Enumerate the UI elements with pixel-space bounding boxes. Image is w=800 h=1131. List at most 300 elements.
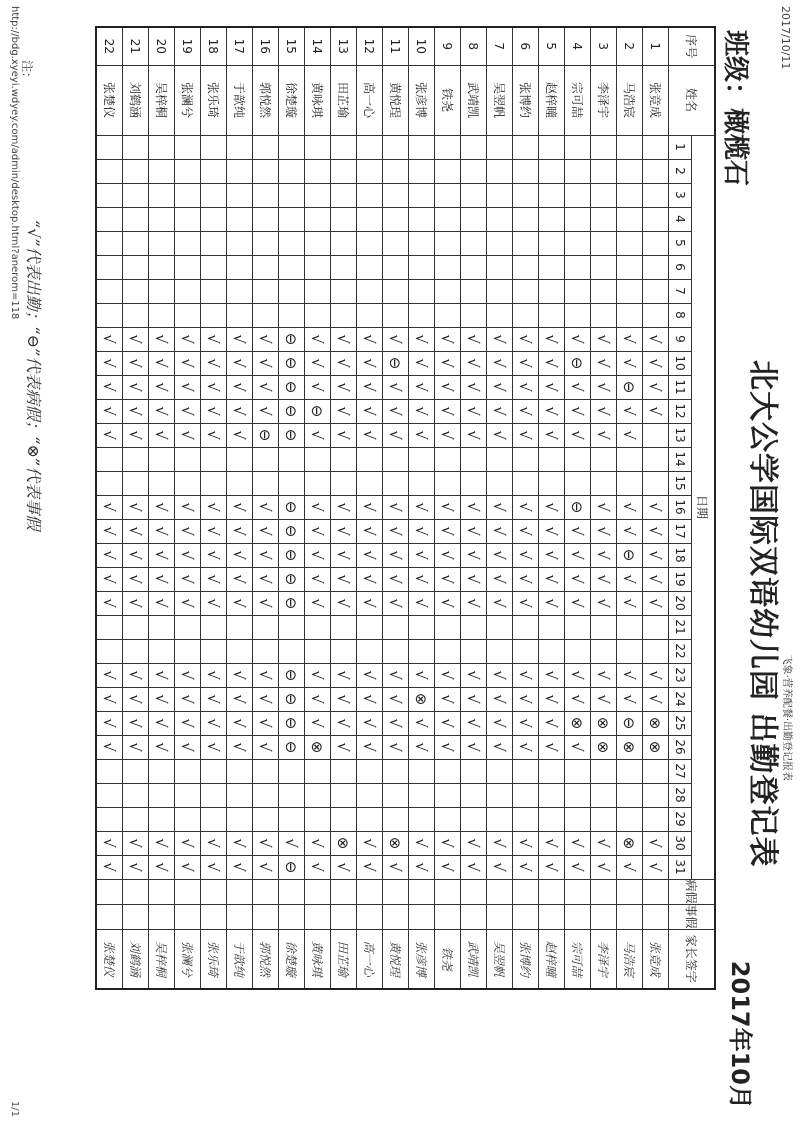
attendance-cell — [253, 375, 279, 399]
signature-text: 黄悦珵 — [388, 940, 402, 977]
present-mark: √ — [334, 694, 353, 704]
attendance-cell — [461, 375, 487, 399]
attendance-cell — [643, 543, 669, 567]
present-mark: √ — [334, 334, 353, 344]
attendance-cell — [175, 135, 201, 159]
sick-leave-mark: ⊖ — [282, 860, 301, 874]
attendance-cell — [201, 639, 227, 663]
student-name: 张竞成 — [643, 65, 669, 135]
attendance-cell — [149, 399, 175, 423]
attendance-cell — [96, 471, 123, 495]
attendance-cell — [305, 399, 331, 423]
attendance-cell — [643, 279, 669, 303]
attendance-cell — [253, 423, 279, 447]
attendance-cell — [643, 639, 669, 663]
attendance-cell — [513, 663, 539, 687]
attendance-cell — [409, 855, 435, 879]
attendance-cell — [591, 135, 617, 159]
attendance-cell — [487, 423, 513, 447]
signature-text: 张彦博 — [414, 940, 428, 977]
attendance-cell — [175, 351, 201, 375]
present-mark: √ — [178, 670, 197, 680]
attendance-cell — [279, 303, 305, 327]
attendance-cell — [409, 255, 435, 279]
present-mark: √ — [100, 502, 119, 512]
student-number: 3 — [591, 27, 617, 65]
attendance-cell — [461, 183, 487, 207]
present-mark: √ — [334, 406, 353, 416]
student-number: 15 — [279, 27, 305, 65]
present-mark: √ — [308, 430, 327, 440]
attendance-cell — [201, 471, 227, 495]
attendance-cell — [591, 351, 617, 375]
parent-signature — [513, 929, 539, 989]
attendance-cell — [149, 519, 175, 543]
attendance-cell — [96, 327, 123, 351]
present-mark: √ — [464, 670, 483, 680]
present-mark: √ — [620, 862, 639, 872]
attendance-cell — [123, 495, 149, 519]
attendance-cell — [305, 783, 331, 807]
present-mark: √ — [152, 550, 171, 560]
sick-leave-count — [149, 879, 175, 904]
present-mark: √ — [412, 598, 431, 608]
present-mark: √ — [100, 718, 119, 728]
attendance-cell — [305, 135, 331, 159]
attendance-cell — [305, 375, 331, 399]
sick-leave-count — [617, 879, 643, 904]
present-mark: √ — [204, 550, 223, 560]
attendance-cell — [565, 279, 591, 303]
class-label: 班级：橄榄石 — [720, 30, 750, 187]
attendance-cell — [305, 159, 331, 183]
attendance-cell — [565, 687, 591, 711]
attendance-cell — [409, 159, 435, 183]
attendance-cell — [565, 783, 591, 807]
attendance-cell — [253, 255, 279, 279]
present-mark: √ — [516, 526, 535, 536]
attendance-cell — [591, 279, 617, 303]
attendance-cell — [617, 591, 643, 615]
present-mark: √ — [256, 742, 275, 752]
attendance-cell — [383, 399, 409, 423]
attendance-cell — [539, 711, 565, 735]
attendance-cell — [513, 711, 539, 735]
present-mark: √ — [490, 598, 509, 608]
attendance-cell — [279, 591, 305, 615]
present-mark: √ — [308, 862, 327, 872]
attendance-cell — [149, 639, 175, 663]
present-mark: √ — [464, 550, 483, 560]
attendance-cell — [539, 327, 565, 351]
personal-leave-mark: ⊗ — [308, 740, 327, 754]
signature-text: 黄咏琪 — [310, 940, 324, 977]
attendance-cell — [591, 231, 617, 255]
attendance-cell — [175, 495, 201, 519]
attendance-cell — [96, 567, 123, 591]
present-mark: √ — [594, 406, 613, 416]
present-mark: √ — [516, 670, 535, 680]
present-mark: √ — [542, 718, 561, 728]
parent-signature — [539, 929, 565, 989]
present-mark: √ — [490, 430, 509, 440]
attendance-cell — [487, 567, 513, 591]
attendance-cell — [539, 519, 565, 543]
attendance-cell — [305, 567, 331, 591]
attendance-cell — [123, 447, 149, 471]
present-mark: √ — [490, 502, 509, 512]
header-day: 27 — [669, 759, 692, 783]
present-mark: √ — [594, 550, 613, 560]
attendance-cell — [539, 495, 565, 519]
attendance-cell — [305, 495, 331, 519]
attendance-cell — [96, 399, 123, 423]
attendance-cell — [149, 591, 175, 615]
attendance-cell — [617, 735, 643, 759]
attendance-cell — [591, 735, 617, 759]
attendance-cell — [96, 855, 123, 879]
present-mark: √ — [516, 358, 535, 368]
student-name: 吴翌帆 — [487, 65, 513, 135]
attendance-cell — [357, 687, 383, 711]
present-mark: √ — [334, 862, 353, 872]
student-name: 宗可喆 — [565, 65, 591, 135]
present-mark: √ — [412, 742, 431, 752]
attendance-cell — [227, 495, 253, 519]
attendance-cell — [279, 711, 305, 735]
attendance-cell — [305, 711, 331, 735]
present-mark: √ — [360, 598, 379, 608]
present-mark: √ — [386, 526, 405, 536]
student-name: 黄悦珵 — [383, 65, 409, 135]
present-mark: √ — [256, 598, 275, 608]
attendance-cell — [591, 615, 617, 639]
attendance-cell — [279, 807, 305, 831]
attendance-cell — [591, 639, 617, 663]
student-name: 张博约 — [513, 65, 539, 135]
attendance-cell — [461, 279, 487, 303]
present-mark: √ — [464, 334, 483, 344]
present-mark: √ — [386, 334, 405, 344]
sick-leave-count — [227, 879, 253, 904]
present-mark: √ — [308, 382, 327, 392]
attendance-cell — [253, 663, 279, 687]
attendance-cell — [96, 207, 123, 231]
attendance-cell — [201, 423, 227, 447]
student-name: 郭悦然 — [253, 65, 279, 135]
attendance-cell — [123, 807, 149, 831]
attendance-cell — [279, 183, 305, 207]
attendance-cell — [357, 207, 383, 231]
table-row — [123, 27, 149, 989]
present-mark: √ — [620, 694, 639, 704]
student-number: 10 — [409, 27, 435, 65]
present-mark: √ — [100, 862, 119, 872]
present-mark: √ — [100, 742, 119, 752]
attendance-cell — [383, 759, 409, 783]
signature-text: 吴梓桐 — [154, 940, 168, 977]
header-day: 3 — [669, 183, 692, 207]
table-row — [617, 27, 643, 989]
present-mark: √ — [646, 358, 665, 368]
present-mark: √ — [152, 838, 171, 848]
personal-leave-count — [149, 904, 175, 929]
attendance-cell — [96, 519, 123, 543]
present-mark: √ — [126, 598, 145, 608]
attendance-cell — [96, 495, 123, 519]
present-mark: √ — [464, 862, 483, 872]
attendance-cell — [383, 591, 409, 615]
personal-leave-mark: ⊗ — [386, 836, 405, 850]
signature-text: 宗可喆 — [570, 940, 584, 977]
attendance-cell — [253, 399, 279, 423]
attendance-cell — [617, 543, 643, 567]
present-mark: √ — [256, 574, 275, 584]
present-mark: √ — [334, 670, 353, 680]
present-mark: √ — [100, 382, 119, 392]
attendance-cell — [617, 711, 643, 735]
signature-text: 张楚仪 — [102, 940, 116, 977]
attendance-cell — [279, 495, 305, 519]
sick-leave-mark: ⊖ — [282, 572, 301, 586]
present-mark: √ — [438, 838, 457, 848]
present-mark: √ — [126, 550, 145, 560]
present-mark: √ — [542, 742, 561, 752]
header-signature: 家长签字 — [669, 929, 716, 989]
header-day: 26 — [669, 735, 692, 759]
attendance-cell — [201, 279, 227, 303]
attendance-cell — [617, 399, 643, 423]
attendance-cell — [435, 519, 461, 543]
present-mark: √ — [256, 550, 275, 560]
attendance-cell — [357, 495, 383, 519]
present-mark: √ — [386, 550, 405, 560]
page-number: 1/1 — [9, 1100, 20, 1117]
attendance-cell — [409, 495, 435, 519]
header-day: 12 — [669, 399, 692, 423]
attendance-cell — [643, 591, 669, 615]
present-mark: √ — [412, 358, 431, 368]
personal-leave-count — [617, 904, 643, 929]
sick-leave-mark: ⊖ — [282, 332, 301, 346]
attendance-cell — [253, 495, 279, 519]
attendance-cell — [409, 471, 435, 495]
header-num: 序号 — [669, 27, 716, 65]
present-mark: √ — [308, 574, 327, 584]
present-mark: √ — [516, 838, 535, 848]
attendance-cell — [383, 543, 409, 567]
present-mark: √ — [256, 862, 275, 872]
present-mark: √ — [204, 742, 223, 752]
attendance-cell — [643, 687, 669, 711]
present-mark: √ — [230, 502, 249, 512]
attendance-cell — [539, 759, 565, 783]
attendance-cell — [591, 207, 617, 231]
present-mark: √ — [152, 862, 171, 872]
present-mark: √ — [178, 382, 197, 392]
attendance-cell — [357, 519, 383, 543]
attendance-cell — [357, 663, 383, 687]
present-mark: √ — [490, 358, 509, 368]
attendance-cell — [279, 159, 305, 183]
attendance-cell — [487, 279, 513, 303]
present-mark: √ — [490, 694, 509, 704]
table-row — [331, 27, 357, 989]
attendance-cell — [175, 543, 201, 567]
table-header — [669, 27, 716, 989]
attendance-cell — [565, 735, 591, 759]
attendance-cell — [461, 591, 487, 615]
parent-signature — [123, 929, 149, 989]
signature-text: 张竞成 — [648, 940, 662, 977]
attendance-cell — [487, 591, 513, 615]
present-mark: √ — [516, 598, 535, 608]
attendance-cell — [513, 783, 539, 807]
attendance-cell — [643, 519, 669, 543]
present-mark: √ — [516, 406, 535, 416]
attendance-cell — [435, 687, 461, 711]
attendance-cell — [435, 303, 461, 327]
personal-leave-mark: ⊗ — [646, 716, 665, 730]
attendance-cell — [565, 423, 591, 447]
present-mark: √ — [438, 718, 457, 728]
present-mark: √ — [152, 334, 171, 344]
attendance-cell — [617, 375, 643, 399]
sick-leave-count — [279, 879, 305, 904]
attendance-cell — [643, 567, 669, 591]
present-mark: √ — [204, 526, 223, 536]
header-sick-leave: 病假 — [669, 879, 716, 904]
header-day: 7 — [669, 279, 692, 303]
attendance-cell — [487, 375, 513, 399]
attendance-cell — [96, 639, 123, 663]
attendance-cell — [409, 591, 435, 615]
present-mark: √ — [438, 382, 457, 392]
attendance-cell — [539, 639, 565, 663]
present-mark: √ — [308, 358, 327, 368]
present-mark: √ — [646, 334, 665, 344]
attendance-cell — [305, 831, 331, 855]
attendance-cell — [227, 759, 253, 783]
parent-signature — [201, 929, 227, 989]
header-day: 18 — [669, 543, 692, 567]
signature-text: 吴翌帆 — [492, 940, 506, 977]
personal-leave-count — [357, 904, 383, 929]
attendance-cell — [565, 255, 591, 279]
attendance-cell — [539, 831, 565, 855]
attendance-cell — [201, 519, 227, 543]
attendance-cell — [123, 759, 149, 783]
table-row — [487, 27, 513, 989]
attendance-cell — [383, 663, 409, 687]
attendance-cell — [357, 711, 383, 735]
header-day: 9 — [669, 327, 692, 351]
attendance-cell — [331, 735, 357, 759]
table-body — [96, 27, 669, 989]
attendance-cell — [175, 255, 201, 279]
student-number: 21 — [123, 27, 149, 65]
attendance-cell — [643, 231, 669, 255]
attendance-cell — [253, 735, 279, 759]
attendance-cell — [227, 375, 253, 399]
attendance-cell — [565, 615, 591, 639]
parent-signature — [96, 929, 123, 989]
signature-text: 郭悦然 — [258, 940, 272, 977]
personal-leave-count — [253, 904, 279, 929]
header-day: 21 — [669, 615, 692, 639]
attendance-cell — [591, 783, 617, 807]
attendance-cell — [227, 567, 253, 591]
present-mark: √ — [490, 718, 509, 728]
attendance-cell — [435, 423, 461, 447]
attendance-cell — [305, 447, 331, 471]
attendance-cell — [331, 807, 357, 831]
sick-leave-count — [96, 879, 123, 904]
sick-leave-mark: ⊖ — [282, 716, 301, 730]
attendance-cell — [591, 327, 617, 351]
attendance-cell — [513, 255, 539, 279]
attendance-cell — [409, 231, 435, 255]
attendance-cell — [487, 471, 513, 495]
attendance-cell — [357, 135, 383, 159]
attendance-cell — [539, 663, 565, 687]
table-row — [591, 27, 617, 989]
attendance-cell — [383, 303, 409, 327]
sick-leave-mark: ⊖ — [620, 548, 639, 562]
attendance-cell — [461, 615, 487, 639]
attendance-cell — [253, 543, 279, 567]
attendance-cell — [227, 807, 253, 831]
present-mark: √ — [256, 502, 275, 512]
attendance-cell — [279, 279, 305, 303]
attendance-cell — [227, 687, 253, 711]
student-name: 张彦博 — [409, 65, 435, 135]
attendance-cell — [539, 183, 565, 207]
attendance-cell — [461, 807, 487, 831]
attendance-cell — [513, 495, 539, 519]
present-mark: √ — [256, 406, 275, 416]
present-mark: √ — [308, 838, 327, 848]
attendance-cell — [565, 831, 591, 855]
present-mark: √ — [464, 502, 483, 512]
present-mark: √ — [126, 742, 145, 752]
sick-leave-count — [435, 879, 461, 904]
attendance-cell — [253, 351, 279, 375]
attendance-cell — [305, 303, 331, 327]
present-mark: √ — [542, 574, 561, 584]
attendance-cell — [591, 663, 617, 687]
present-mark: √ — [100, 670, 119, 680]
attendance-cell — [331, 351, 357, 375]
attendance-cell — [643, 495, 669, 519]
attendance-cell — [357, 399, 383, 423]
attendance-cell — [175, 591, 201, 615]
attendance-cell — [435, 855, 461, 879]
present-mark: √ — [412, 382, 431, 392]
attendance-cell — [617, 159, 643, 183]
sick-leave-count — [123, 879, 149, 904]
table-row — [253, 27, 279, 989]
attendance-cell — [435, 831, 461, 855]
attendance-cell — [409, 183, 435, 207]
attendance-cell — [149, 207, 175, 231]
attendance-cell — [435, 183, 461, 207]
attendance-cell — [539, 303, 565, 327]
attendance-cell — [461, 783, 487, 807]
attendance-cell — [201, 759, 227, 783]
header-day: 20 — [669, 591, 692, 615]
present-mark: √ — [490, 382, 509, 392]
